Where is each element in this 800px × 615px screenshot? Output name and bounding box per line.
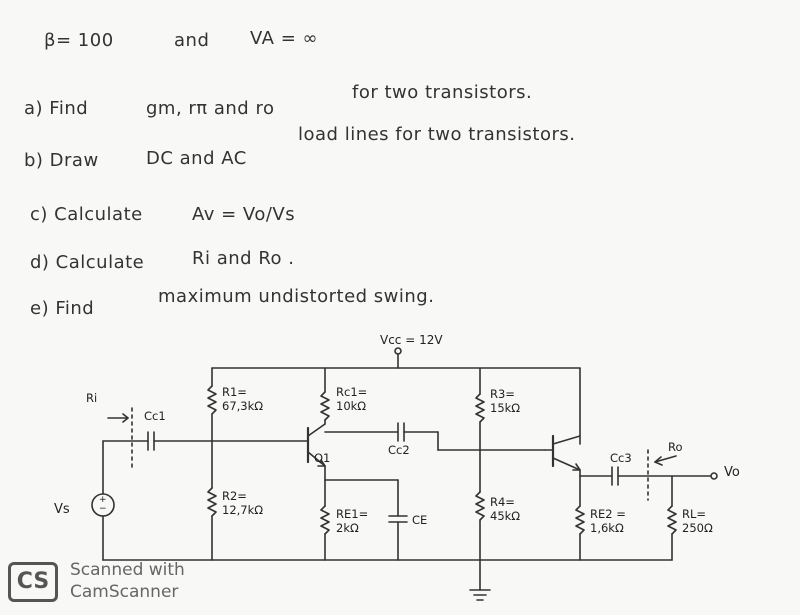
cc3-capacitor bbox=[580, 467, 717, 485]
q2-transistor bbox=[545, 436, 580, 476]
rc1-resistor bbox=[321, 368, 329, 424]
ce-label: CE bbox=[412, 513, 428, 527]
question-d-label: d) Calculate bbox=[30, 252, 145, 273]
camscanner-logo: CS bbox=[8, 562, 58, 602]
r3-value: 15kΩ bbox=[490, 401, 521, 415]
r3-resistor bbox=[476, 368, 484, 492]
question-b-label: b) Draw bbox=[24, 150, 99, 171]
rl-value: 250Ω bbox=[682, 521, 713, 535]
question-b-tail: load lines for two transistors. bbox=[298, 124, 576, 145]
question-a-tail: for two transistors. bbox=[352, 82, 533, 103]
va-spec: VA = ∞ bbox=[250, 28, 318, 49]
r2-resistor bbox=[208, 488, 216, 560]
re1-value: 2kΩ bbox=[336, 521, 359, 535]
r3-name: R3= bbox=[490, 387, 515, 401]
ro-arrow bbox=[655, 456, 676, 465]
question-c-label: c) Calculate bbox=[30, 204, 143, 225]
r2-name: R2= bbox=[222, 489, 247, 503]
question-a-text: gm, rπ and ro bbox=[146, 98, 275, 119]
r2-value: 12,7kΩ bbox=[222, 503, 264, 517]
watermark-line2: CamScanner bbox=[70, 582, 179, 602]
re2-value: 1,6kΩ bbox=[590, 521, 624, 535]
vcc-rail bbox=[212, 348, 580, 444]
cc3-label: Cc3 bbox=[610, 451, 632, 465]
r4-value: 45kΩ bbox=[490, 509, 521, 523]
cc2-label: Cc2 bbox=[388, 443, 410, 457]
q1-label: Q1 bbox=[314, 451, 331, 465]
ri-arrow bbox=[108, 414, 128, 422]
re2-name: RE2 = bbox=[590, 507, 626, 521]
question-a-label: a) Find bbox=[24, 98, 89, 119]
r1-value: 67,3kΩ bbox=[222, 399, 264, 413]
ce-capacitor bbox=[389, 480, 407, 560]
question-b-text: DC and AC bbox=[146, 148, 247, 169]
vcc-label: Vcc = 12V bbox=[380, 333, 443, 347]
re1-name: RE1= bbox=[336, 507, 369, 521]
ro-label: Ro bbox=[668, 440, 683, 454]
r4-resistor bbox=[476, 492, 484, 590]
beta-spec: β= 100 bbox=[44, 30, 114, 51]
vs-symbol: + − bbox=[99, 495, 107, 514]
ri-label: Ri bbox=[86, 391, 98, 405]
re2-resistor bbox=[576, 476, 584, 560]
r4-name: R4= bbox=[490, 495, 515, 509]
rl-resistor bbox=[668, 476, 676, 560]
rc1-name: Rc1= bbox=[336, 385, 368, 399]
cc2-capacitor bbox=[325, 423, 545, 450]
rc1-value: 10kΩ bbox=[336, 399, 367, 413]
cc1-capacitor bbox=[103, 432, 212, 450]
vs-label: Vs bbox=[54, 502, 70, 517]
vo-label: Vo bbox=[724, 465, 740, 480]
camscanner-watermark bbox=[6, 556, 206, 608]
question-d-text: Ri and Ro . bbox=[192, 248, 295, 269]
rl-name: RL= bbox=[682, 507, 707, 521]
and-word: and bbox=[174, 30, 210, 51]
question-c-text: Av = Vo/Vs bbox=[192, 204, 296, 225]
r1-resistor bbox=[208, 368, 216, 488]
question-e-label: e) Find bbox=[30, 298, 95, 319]
ground-symbol bbox=[470, 590, 490, 600]
r1-name: R1= bbox=[222, 385, 247, 399]
watermark-line1: Scanned with bbox=[70, 560, 185, 580]
cc1-label: Cc1 bbox=[144, 409, 166, 423]
question-e-text: maximum undistorted swing. bbox=[158, 286, 435, 307]
